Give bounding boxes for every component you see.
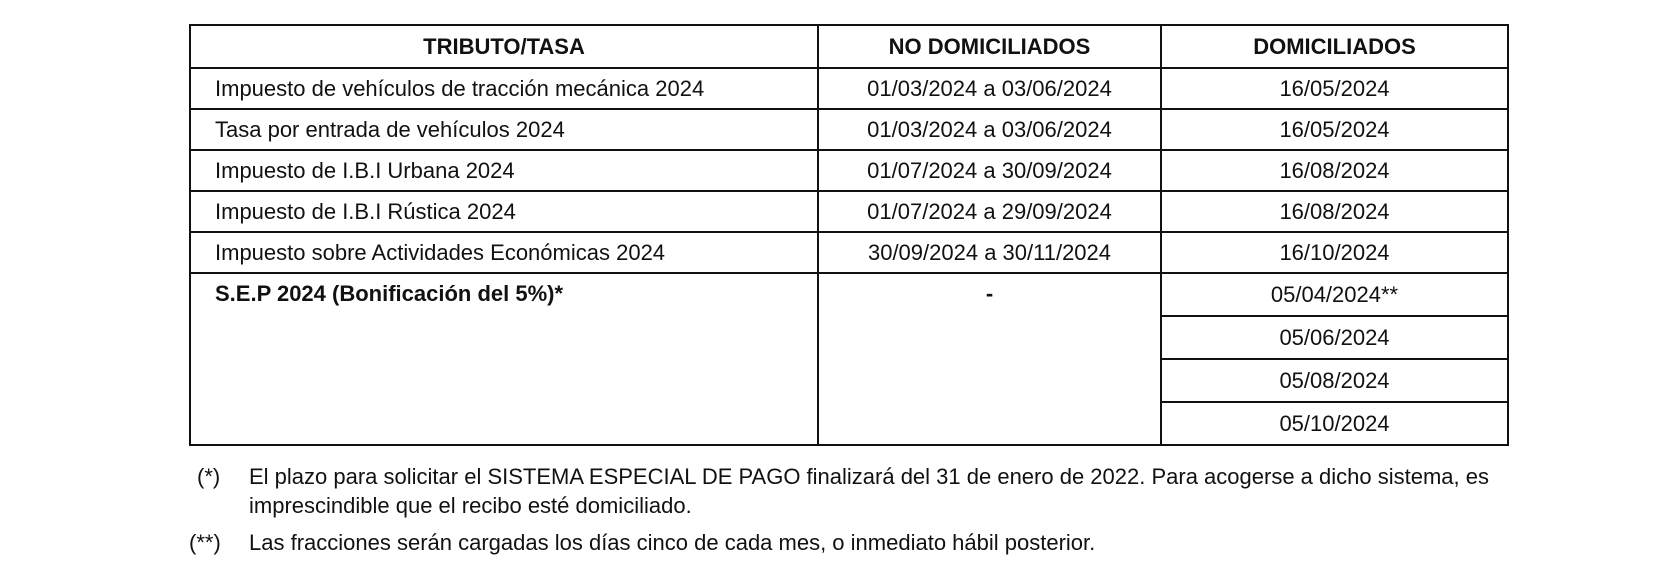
- domiciliados-cell: 16/08/2024: [1161, 191, 1508, 232]
- sep-domiciliados-cell: 05/06/2024: [1161, 316, 1508, 359]
- footnotes: [189, 462, 1529, 565]
- no-domiciliados-cell: 30/09/2024 a 30/11/2024: [818, 232, 1161, 273]
- table-row: [190, 232, 1508, 273]
- footnote: [189, 528, 1529, 557]
- footnote-text: El plazo para solicitar el SISTEMA ESPECIAL DE PAGO finalizará del 31 de enero de 2022. Para acogerse a dicho sistema, es imprescindible que el recibo esté domiciliado.: [249, 464, 1489, 518]
- no-domiciliados-cell: 01/03/2024 a 03/06/2024: [818, 68, 1161, 109]
- footnote-text: Las fracciones serán cargadas los días cinco de cada mes, o inmediato hábil posterior.: [249, 530, 1096, 555]
- sep-domiciliados-cell: 05/08/2024: [1161, 359, 1508, 402]
- sep-no-domiciliados-cell: -: [818, 273, 1161, 445]
- no-domiciliados-cell: 01/03/2024 a 03/06/2024: [818, 109, 1161, 150]
- header-no-domiciliados: NO DOMICILIADOS: [818, 25, 1161, 68]
- table-row: [190, 109, 1508, 150]
- domiciliados-cell: 16/05/2024: [1161, 109, 1508, 150]
- sep-row: [190, 273, 1508, 316]
- table-row: [190, 68, 1508, 109]
- tributo-cell: Impuesto sobre Actividades Económicas 2024: [190, 232, 818, 273]
- header-tributo: TRIBUTO/TASA: [190, 25, 818, 68]
- table-row: [190, 191, 1508, 232]
- sep-domiciliados-cell: 05/04/2024**: [1161, 273, 1508, 316]
- footnote: [189, 462, 1529, 520]
- no-domiciliados-cell: 01/07/2024 a 30/09/2024: [818, 150, 1161, 191]
- domiciliados-cell: 16/05/2024: [1161, 68, 1508, 109]
- tributo-cell: Tasa por entrada de vehículos 2024: [190, 109, 818, 150]
- table-row: [190, 150, 1508, 191]
- table-header-row: [190, 25, 1508, 68]
- tributo-cell: Impuesto de I.B.I Urbana 2024: [190, 150, 818, 191]
- sep-tributo-cell: S.E.P 2024 (Bonificación del 5%)*: [190, 273, 818, 445]
- domiciliados-cell: 16/10/2024: [1161, 232, 1508, 273]
- no-domiciliados-cell: 01/07/2024 a 29/09/2024: [818, 191, 1161, 232]
- tributo-cell: Impuesto de I.B.I Rústica 2024: [190, 191, 818, 232]
- sep-domiciliados-cell: 05/10/2024: [1161, 402, 1508, 445]
- footnote-marker: (*): [197, 464, 221, 489]
- header-domiciliados: DOMICILIADOS: [1161, 25, 1508, 68]
- domiciliados-cell: 16/08/2024: [1161, 150, 1508, 191]
- tributo-cell: Impuesto de vehículos de tracción mecánica 2024: [190, 68, 818, 109]
- tax-calendar-table: [189, 24, 1509, 446]
- footnote-marker: (**): [189, 530, 221, 555]
